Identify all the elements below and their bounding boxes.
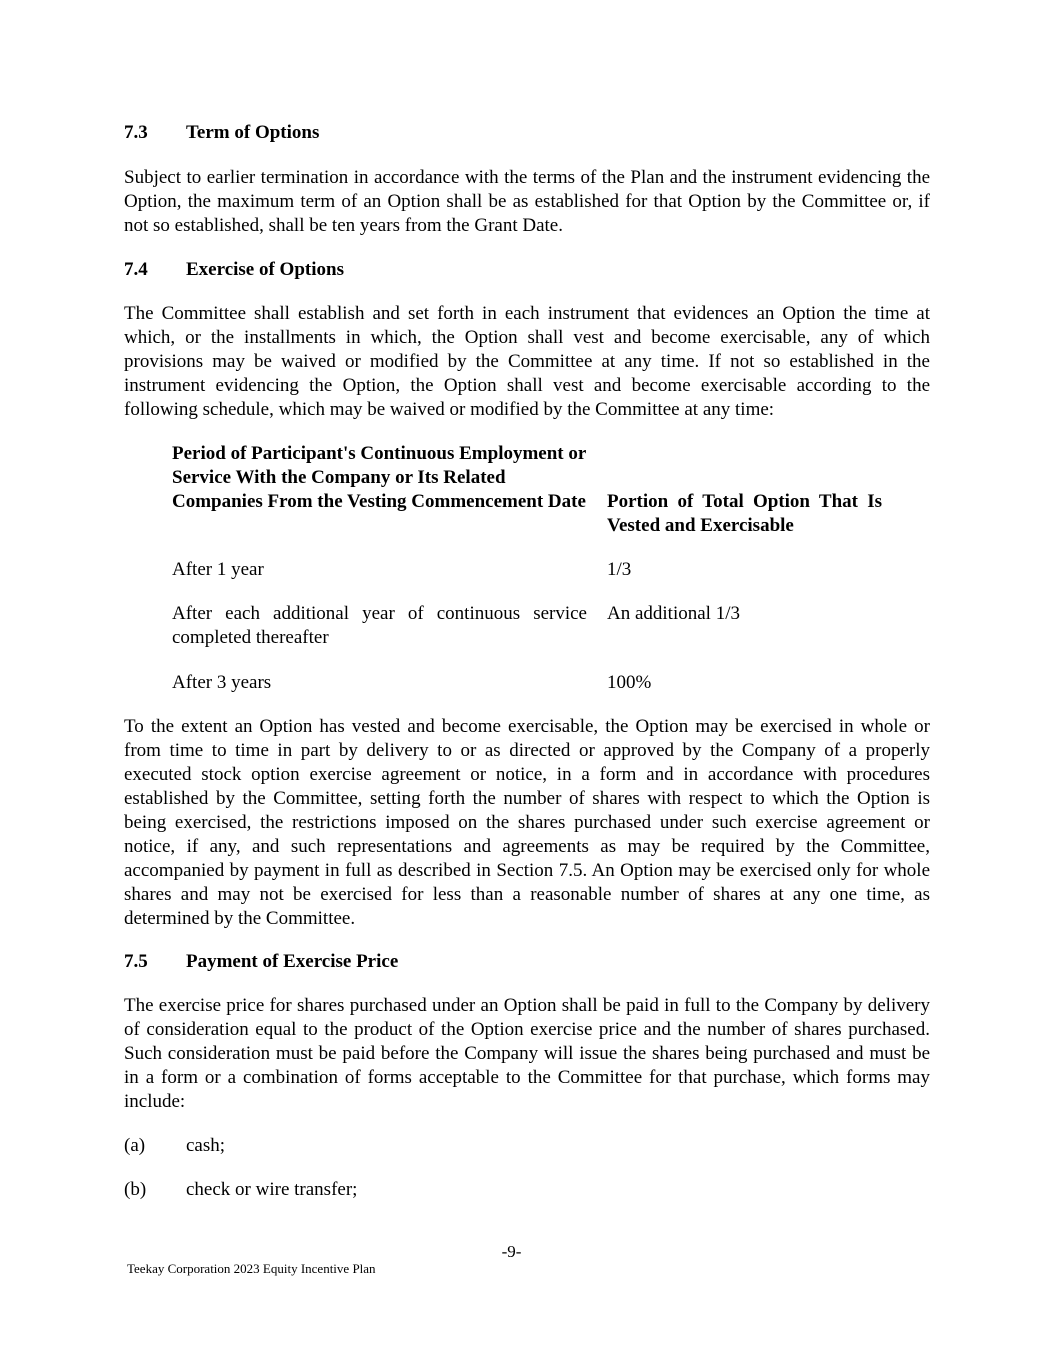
footer-text: Teekay Corporation 2023 Equity Incentive Plan bbox=[127, 1261, 376, 1276]
list-marker: (b) bbox=[124, 1179, 147, 1200]
table-row-period: After each additional year of continuous service completed thereafter bbox=[172, 603, 587, 648]
section-title: Exercise of Options bbox=[186, 259, 344, 280]
section-7-5-body bbox=[124, 994, 930, 1114]
section-heading-7-3 bbox=[124, 121, 319, 145]
section-7-4-body-continued bbox=[124, 715, 930, 931]
table-row-period: After 3 years bbox=[172, 672, 272, 693]
list-item bbox=[124, 1178, 357, 1202]
section-number: 7.4 bbox=[124, 259, 148, 280]
page-number: -9- bbox=[501, 1242, 522, 1261]
paragraph: The Committee shall establish and set forth in each instrument that evidences an Option the time at which, or the installments in which, the Option shall vest and become exercisable, any of which provisions may be waived or modified by the Committee at any time. If not so established in the instrument evidencing the Option, the Option shall vest and become exercisable according to the following schedule, which may be waived or modified by the Committee at any time: bbox=[124, 303, 930, 420]
table-row-period: After 1 year bbox=[172, 559, 264, 580]
table-header-portion: Portion of Total Option That Is Vested and Exercisable bbox=[607, 491, 882, 536]
section-heading-7-5 bbox=[124, 950, 398, 974]
list-marker: (a) bbox=[124, 1135, 146, 1156]
section-7-4-body bbox=[124, 302, 930, 422]
section-title: Payment of Exercise Price bbox=[186, 951, 399, 972]
table-row-portion: 100% bbox=[607, 672, 652, 693]
table-header-period: Period of Participant's Continuous Employment or Service With the Company or Its Related Companies From the Vesting Commencement Date bbox=[172, 443, 586, 512]
paragraph: Subject to earlier termination in accordance with the terms of the Plan and the instrument evidencing the Option, the maximum term of an Option shall be as established for that Option by the Committee or, if not so established, shall be ten years from the Grant Date. bbox=[124, 167, 930, 236]
paragraph: The exercise price for shares purchased under an Option shall be paid in full to the Company by delivery of consideration equal to the product of the Option exercise price and the number of shares purchased. Such consideration must be paid before the Company will issue the shares being purchased and must be in a form or a combination of forms acceptable to the Committee for that purchase, which forms may include: bbox=[124, 995, 930, 1112]
section-number: 7.3 bbox=[124, 122, 148, 143]
paragraph: To the extent an Option has vested and become exercisable, the Option may be exercised in whole or from time to time in part by delivery to or as directed or approved by the Company of a properly executed stock option exercise agreement or notice, in a form and in accordance with procedures established by the Committee, setting forth the number of shares with respect to which the Option is being exercised, the restrictions imposed on the shares purchased under such exercise agreement or notice, if any, and such representations and agreements as may be required by the Committee, accompanied by payment in full as described in Section 7.5. An Option may be exercised only for whole shares and may not be exercised for less than a reasonable number of shares at any one time, as determined by the Committee. bbox=[124, 716, 930, 929]
list-item bbox=[124, 1134, 225, 1158]
section-number: 7.5 bbox=[124, 951, 148, 972]
section-7-3-body bbox=[124, 166, 930, 238]
section-title: Term of Options bbox=[186, 122, 320, 143]
table-row-portion: 1/3 bbox=[607, 559, 632, 580]
list-text: cash; bbox=[186, 1135, 226, 1156]
list-text: check or wire transfer; bbox=[186, 1179, 358, 1200]
section-heading-7-4 bbox=[124, 258, 344, 282]
table-row-portion: An additional 1/3 bbox=[607, 603, 740, 624]
